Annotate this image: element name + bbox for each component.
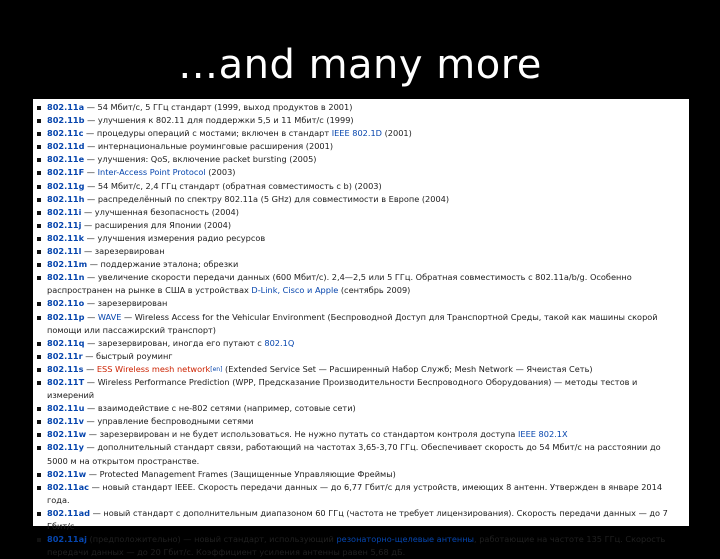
- list-item: [33, 337, 689, 350]
- standard-description: — взаимодействие с не-802 сетями (например, сотовые сети): [84, 403, 356, 414]
- list-item: [33, 481, 689, 507]
- standard-description: — 54 Мбит/с, 5 ГГц стандарт (1999, выход продуктов в 2001): [84, 102, 353, 112]
- standard-description: — зарезервирован: [81, 246, 165, 257]
- standard-description-tail: (Extended Service Set — Расширенный Набор Служб; Mesh Network — Ячеистая Сеть): [222, 363, 593, 374]
- bullet-icon: [37, 316, 41, 320]
- standard-description: — поддержание эталона; обрезки: [87, 259, 239, 270]
- list-item: [33, 101, 689, 114]
- standard-description: — улучшения к 802.11 для поддержки 5,5 и 11 Мбит/с (1999): [84, 115, 354, 126]
- inline-link[interactable]: D-Link, Cisco и Apple: [251, 285, 339, 296]
- standard-description-tail: (2001): [381, 128, 412, 139]
- list-item: [33, 350, 689, 363]
- inline-link[interactable]: резонаторно-щелевые антенны: [336, 534, 475, 545]
- list-item: [33, 311, 689, 337]
- standards-list-panel: [33, 99, 689, 558]
- missing-article-link[interactable]: ESS Wireless mesh network: [96, 363, 211, 374]
- inline-link[interactable]: IEEE 802.1D: [331, 128, 382, 139]
- bullet-icon: [37, 119, 41, 123]
- bullet-icon: [37, 132, 41, 136]
- standard-code-link[interactable]: 802.11o: [47, 298, 85, 309]
- standard-description: — улучшения измерения радио ресурсов: [84, 232, 266, 243]
- standard-code-link[interactable]: 802.11p: [47, 311, 85, 322]
- standard-code-link[interactable]: 802.11b: [47, 115, 85, 126]
- standard-code-link[interactable]: 802.11c: [47, 128, 84, 139]
- standard-description: — зарезервирован, иногда его путают с: [84, 337, 265, 348]
- standard-description: — Wireless Performance Prediction (WPP, Предсказание Производительности Беспроводного Оборудования) — методы тестов и измерений: [47, 376, 638, 401]
- standard-code-link[interactable]: 802.11w: [47, 429, 87, 440]
- standard-description: — распределённый по спектру 802.11a (5 GHz) для совместимости в Европе (2004): [84, 193, 450, 204]
- standard-code-link[interactable]: 802.11l: [47, 246, 82, 257]
- slide-title: …and many more: [178, 42, 542, 88]
- standard-code-link[interactable]: 802.11ac: [47, 481, 89, 492]
- standard-description: — зарезервирован и не будет использоваться. Не нужно путать со стандартом контроля доступа: [86, 429, 518, 440]
- standard-description: — новый стандарт IEEE. Скорость передачи данных — до 6,77 Гбит/с для устройств, имеющих 8 антенн. Утвержден в январе 2014 года.: [47, 481, 663, 505]
- standard-description-tail: (2003): [205, 167, 236, 178]
- bullet-icon: [37, 342, 41, 346]
- standard-description: — Protected Management Frames (Защищенные Управляющие Фреймы): [86, 468, 396, 479]
- bullet-icon: [37, 171, 41, 175]
- standard-code-link[interactable]: 802.11n: [47, 272, 85, 283]
- bullet-icon: [37, 250, 41, 254]
- list-item: [33, 441, 689, 467]
- standard-description: — зарезервирован: [84, 298, 168, 309]
- inline-link[interactable]: IEEE 802.1X: [517, 429, 568, 440]
- standards-list: [33, 99, 689, 559]
- list-item: [33, 206, 689, 219]
- list-item: [33, 245, 689, 258]
- list-item: [33, 507, 689, 533]
- standard-code-link[interactable]: 802.11r: [47, 350, 83, 361]
- list-item: [33, 533, 689, 559]
- list-item: [33, 363, 689, 376]
- standard-code-link[interactable]: 802.11ad: [47, 507, 90, 518]
- standard-description: — улучшения: QoS, включение packet bursting (2005): [84, 154, 317, 165]
- bullet-icon: [37, 538, 41, 542]
- standard-description: — управление беспроводными сетями: [83, 416, 254, 427]
- standard-code-link[interactable]: 802.11aj: [47, 534, 87, 545]
- bullet-icon: [37, 355, 41, 359]
- standard-code-link[interactable]: 802.11u: [47, 403, 85, 414]
- list-item: [33, 415, 689, 428]
- bullet-icon: [37, 224, 41, 228]
- inline-link[interactable]: Inter-Access Point Protocol: [97, 167, 206, 178]
- interwiki-sup-link[interactable]: [en]: [210, 365, 223, 373]
- standard-code-link[interactable]: 802.11i: [47, 206, 82, 217]
- standard-code-link[interactable]: 802.11T: [47, 376, 85, 387]
- bullet-icon: [37, 198, 41, 202]
- list-item: [33, 468, 689, 481]
- standard-description: — новый стандарт с дополнительным диапазоном 60 ГГц (частота не требует лицензирования). Скорость передачи данных — до 7 Гбит/с: [47, 507, 668, 531]
- standard-description: — 54 Мбит/с, 2,4 ГГц стандарт (обратная совместимость с b) (2003): [84, 180, 382, 191]
- list-item: [33, 258, 689, 271]
- bullet-icon: [37, 473, 41, 477]
- standard-code-link[interactable]: 802.11q: [47, 337, 85, 348]
- list-item: [33, 271, 689, 297]
- bullet-icon: [37, 407, 41, 411]
- list-item: [33, 153, 689, 166]
- bullet-icon: [37, 512, 41, 516]
- list-item: [33, 376, 689, 402]
- list-item: [33, 428, 689, 441]
- list-item: [33, 193, 689, 206]
- inline-link[interactable]: WAVE: [97, 311, 122, 322]
- bullet-icon: [37, 276, 41, 280]
- list-item: [33, 402, 689, 415]
- standard-description: — быстрый роуминг: [82, 350, 173, 361]
- standard-description: — улучшенная безопасность (2004): [81, 206, 239, 217]
- list-item: [33, 232, 689, 245]
- bullet-icon: [37, 263, 41, 267]
- standard-code-link[interactable]: 802.11d: [47, 141, 85, 152]
- list-item: [33, 297, 689, 310]
- inline-link[interactable]: 802.1Q: [264, 337, 295, 348]
- standard-code-link[interactable]: 802.11j: [47, 219, 82, 230]
- standard-description: —: [84, 311, 98, 322]
- bullet-icon: [37, 446, 41, 450]
- standard-code-link[interactable]: 802.11w: [47, 468, 87, 479]
- standard-code-link[interactable]: 802.11s: [47, 363, 84, 374]
- bullet-icon: [37, 381, 41, 385]
- standard-code-link[interactable]: 802.11a: [47, 102, 85, 112]
- standard-description: — процедуры операций с мостами; включен в стандарт: [83, 128, 332, 139]
- standard-code-link[interactable]: 802.11e: [47, 154, 85, 165]
- bullet-icon: [37, 158, 41, 162]
- bullet-icon: [37, 106, 41, 110]
- standard-description-tail: (сентябрь 2009): [338, 285, 411, 296]
- standard-code-link[interactable]: 802.11k: [47, 232, 85, 243]
- standard-code-link[interactable]: 802.11h: [47, 193, 85, 204]
- standard-code-link[interactable]: 802.11F: [47, 167, 85, 178]
- standard-description-tail: , работающие на частоте 135 ГГц. Скорость передачи данных — до 20 Гбит/с. Коэффициент усиления антенны равен 5,68 дБ.: [47, 534, 666, 558]
- standard-description: — дополнительный стандарт связи, работающий на частотах 3,65-3,70 ГГц. Обеспечивает скорость до 54 Мбит/с на расстоянии до 5000 м на открытом пространстве.: [47, 442, 661, 466]
- standard-description-tail: — Wireless Access for the Vehicular Environment (Беспроводной Доступ для Транспортной Среды, такой как машины скорой помощи или пассажирский транспорт): [47, 311, 658, 335]
- list-item: [33, 140, 689, 153]
- bullet-icon: [37, 237, 41, 241]
- standard-description: —: [83, 363, 97, 374]
- bullet-icon: [37, 211, 41, 215]
- bullet-icon: [37, 368, 41, 372]
- bullet-icon: [37, 486, 41, 490]
- standard-description: —: [84, 167, 98, 178]
- list-item: [33, 114, 689, 127]
- bullet-icon: [37, 420, 41, 424]
- bullet-icon: [37, 302, 41, 306]
- list-item: [33, 180, 689, 193]
- list-item: [33, 127, 689, 140]
- standard-code-link[interactable]: 802.11y: [47, 442, 84, 453]
- bullet-icon: [37, 433, 41, 437]
- standard-code-link[interactable]: 802.11v: [47, 416, 84, 427]
- bullet-icon: [37, 185, 41, 189]
- standard-code-link[interactable]: 802.11g: [47, 180, 85, 191]
- list-item: [33, 219, 689, 232]
- standard-description: — интернациональные роуминговые расширения (2001): [84, 141, 334, 152]
- standard-code-link[interactable]: 802.11m: [47, 259, 88, 270]
- list-item: [33, 166, 689, 179]
- standard-description: (предположительно) — новый стандарт, использующий: [86, 534, 337, 545]
- standard-description: — расширения для Японии (2004): [81, 219, 232, 230]
- bullet-icon: [37, 145, 41, 149]
- standard-description: — увеличение скорости передачи данных (600 Мбит/c). 2,4—2,5 или 5 ГГц. Обратная совместимость с 802.11a/b/g. Особенно распространен на рынке в США в устройствах: [47, 272, 632, 296]
